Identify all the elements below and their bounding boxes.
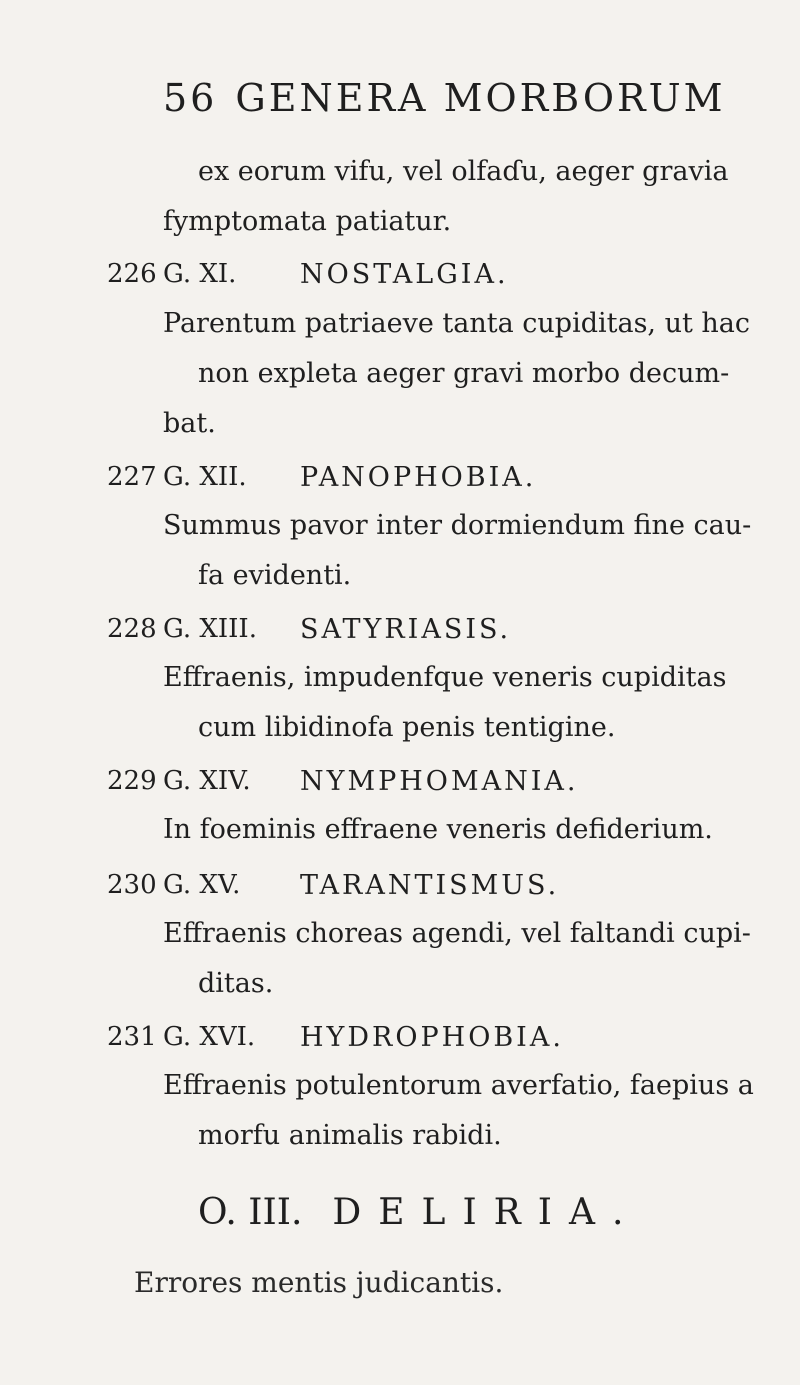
disease-title: TARANTISMUS. [300,870,560,901]
description-line: Parentum patriaeve tanta cupiditas, ut hac [163,308,751,339]
page-header [163,76,726,120]
description-line: cum libidinofa penis tentigine. [198,712,616,743]
genus-label: G. XIII. [163,614,257,644]
description-line: morfu animalis rabidi. [198,1120,502,1151]
description-line: Effraenis potulentorum averfatio, faepius a [163,1070,754,1101]
genus-label: G. XV. [163,870,241,900]
intro-line-1: ex eorum vifu, vel olfaɗu, aeger gravia [198,156,729,187]
entry-number: 231 [107,1022,157,1052]
disease-title: NOSTALGIA. [300,259,509,290]
page-number: 56 [163,76,218,120]
genus-label: G. XVI. [163,1022,256,1052]
disease-title: NYMPHOMANIA. [300,766,579,797]
intro-line-2: fymptomata patiatur. [163,206,452,237]
disease-title: SATYRIASIS. [300,614,512,645]
entry-number: 226 [107,259,157,289]
description-line: fa evidenti. [198,560,352,591]
genus-label: G. XII. [163,462,247,492]
entry-number: 227 [107,462,157,492]
order-label: O. III. [198,1192,303,1233]
description-line: Effraenis choreas agendi, vel faltandi cupi- [163,918,751,949]
running-title: GENERA MORBORUM [235,76,726,120]
order-heading [198,1192,640,1233]
description-line: ditas. [198,968,274,999]
order-definition: Errores mentis judicantis. [134,1266,504,1299]
genus-label: G. XIV. [163,766,251,796]
description-line: non expleta aeger gravi morbo decum- [198,358,730,389]
description-line: bat. [163,408,216,439]
disease-title: HYDROPHOBIA. [300,1022,564,1053]
genus-label: G. XI. [163,259,237,289]
order-title: DELIRIA. [332,1192,641,1233]
description-line: Effraenis, impudenfque veneris cupiditas [163,662,727,693]
description-line: Summus pavor inter dormiendum fine cau- [163,510,752,541]
entry-number: 229 [107,766,157,796]
disease-title: PANOPHOBIA. [300,462,537,493]
description-line: In foeminis effraene veneris defiderium. [163,814,713,845]
entry-number: 228 [107,614,157,644]
entry-number: 230 [107,870,157,900]
